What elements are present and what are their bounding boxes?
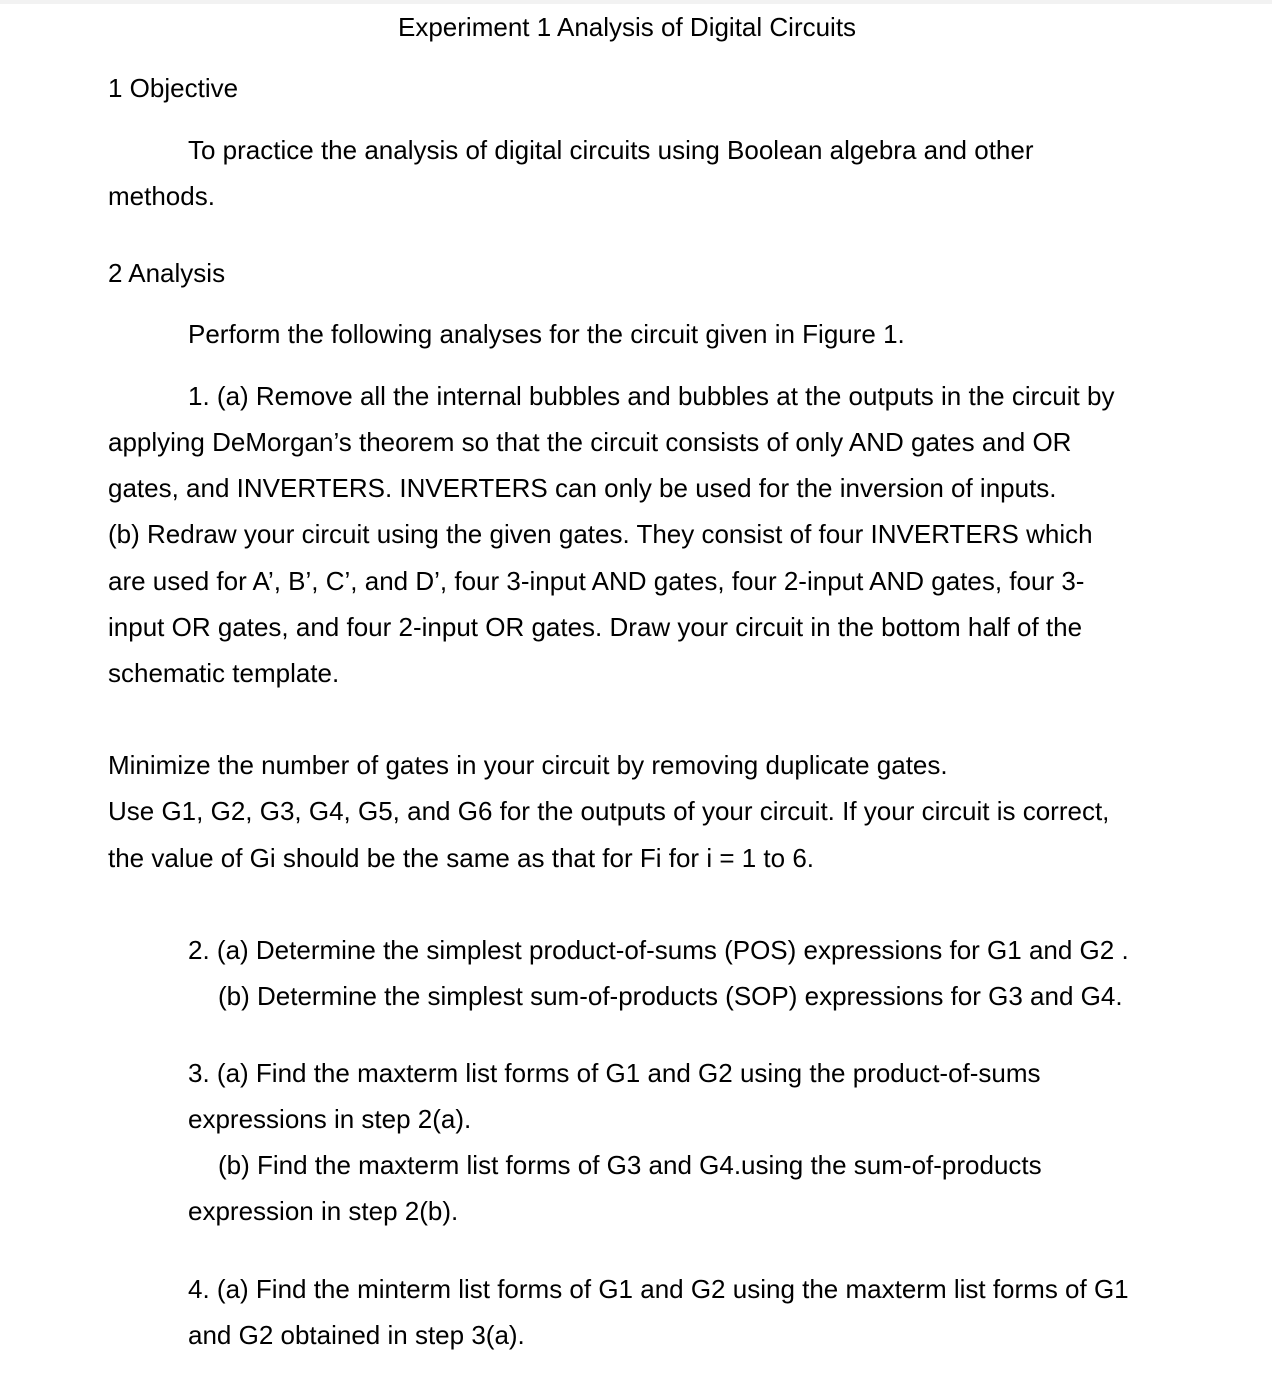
item3-text-line: expressions in step 2(a).: [188, 1104, 472, 1134]
item3-text-line: expression in step 2(b).: [188, 1196, 459, 1226]
objective-heading: 1 Objective: [108, 73, 239, 103]
item1-text-line: schematic template.: [108, 658, 340, 688]
page-top-edge: [0, 0, 1272, 4]
analysis-heading: 2 Analysis: [108, 258, 226, 288]
analysis-intro: Perform the following analyses for the circuit given in Figure 1.: [188, 319, 905, 349]
item1-text-line: 1. (a) Remove all the internal bubbles and bubbles at the outputs in the circuit by: [188, 381, 1115, 411]
item1-text-line: are used for A’, B’, C’, and D’, four 3-input AND gates, four 2-input AND gates, four 3-: [108, 566, 1085, 596]
note-text-line: Use G1, G2, G3, G4, G5, and G6 for the outputs of your circuit. If your circuit is correct,: [108, 796, 1110, 826]
note-text-line: the value of Gi should be the same as that for Fi for i = 1 to 6.: [108, 843, 814, 873]
item2-text-line: 2. (a) Determine the simplest product-of-sums (POS) expressions for G1 and G2 .: [188, 935, 1129, 965]
item3-text-line: 3. (a) Find the maxterm list forms of G1 and G2 using the product-of-sums: [188, 1058, 1041, 1088]
item4-text-line: 4. (a) Find the minterm list forms of G1 and G2 using the maxterm list forms of G1: [188, 1274, 1129, 1304]
item1-text-line: input OR gates, and four 2-input OR gates. Draw your circuit in the bottom half of the: [108, 612, 1083, 642]
page-title: Experiment 1 Analysis of Digital Circuits: [398, 12, 857, 42]
item1-text-line: gates, and INVERTERS. INVERTERS can only be used for the inversion of inputs.: [108, 473, 1057, 503]
item1-text-line: applying DeMorgan’s theorem so that the circuit consists of only AND gates and OR: [108, 427, 1072, 457]
note-text-line: Minimize the number of gates in your circuit by removing duplicate gates.: [108, 750, 948, 780]
item1-text-line: (b) Redraw your circuit using the given gates. They consist of four INVERTERS which: [108, 519, 1093, 549]
item3-text-line: (b) Find the maxterm list forms of G3 and G4.using the sum-of-products: [218, 1150, 1042, 1180]
item4-text-line: and G2 obtained in step 3(a).: [188, 1320, 525, 1350]
objective-text-line: methods.: [108, 181, 215, 211]
objective-text-line: To practice the analysis of digital circuits using Boolean algebra and other: [188, 135, 1034, 165]
item2-text-line: (b) Determine the simplest sum-of-products (SOP) expressions for G3 and G4.: [218, 981, 1123, 1011]
